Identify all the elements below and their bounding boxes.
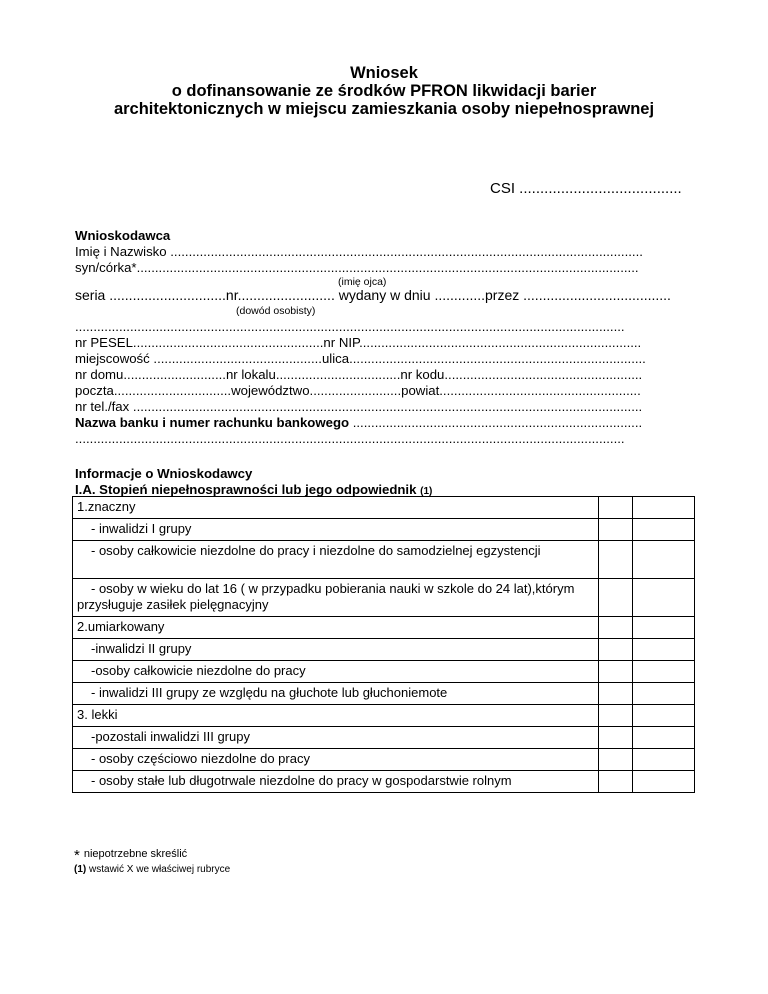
title-line-3: architektonicznych w miejscu zamieszkania osoby niepełnosprawnej bbox=[113, 100, 655, 118]
table-row bbox=[73, 579, 695, 617]
disability-degree-table bbox=[72, 496, 695, 793]
mark-cell[interactable] bbox=[599, 705, 633, 727]
mark-cell[interactable] bbox=[633, 661, 695, 683]
form-title bbox=[0, 64, 768, 118]
row-label: - osoby częściowo niezdolne do pracy bbox=[73, 749, 599, 771]
mark-cell[interactable] bbox=[633, 727, 695, 749]
asterisk-mark: * bbox=[74, 847, 80, 864]
applicant-heading: Wnioskodawca bbox=[75, 228, 171, 243]
row-label: 2.umiarkowany bbox=[73, 617, 599, 639]
footnote-one-text: wstawić X we właściwej rubryce bbox=[86, 864, 231, 875]
pesel-nip-field: nr PESEL....................................................nr NIP............................................................................. bbox=[75, 335, 642, 350]
table-row bbox=[73, 705, 695, 727]
mark-cell[interactable] bbox=[599, 541, 633, 579]
mark-cell[interactable] bbox=[633, 749, 695, 771]
bank-account-line-2: ...................................................................................................................................................... bbox=[75, 431, 625, 446]
name-field: Imię i Nazwisko ................................................................................................................................. bbox=[75, 244, 643, 259]
row-label: - osoby w wieku do lat 16 ( w przypadku pobierania nauki w szkole do 24 lat),którym przysługuje zasiłek pielęgnacyjny bbox=[73, 579, 599, 617]
id-document-field: seria ..............................nr......................... wydany w dniu .............przez ...................................... bbox=[75, 287, 671, 303]
mark-cell[interactable] bbox=[633, 705, 695, 727]
city-street-field: miejscowość ..............................................ulica................................................................................. bbox=[75, 351, 646, 366]
mark-cell[interactable] bbox=[599, 639, 633, 661]
mark-cell[interactable] bbox=[633, 771, 695, 793]
row-label: - inwalidzi I grupy bbox=[73, 519, 599, 541]
csi-field: CSI ....................................... bbox=[490, 180, 682, 197]
table-row bbox=[73, 639, 695, 661]
row-label: - osoby całkowicie niezdolne do pracy i niezdolne do samodzielnej egzystencji bbox=[73, 541, 599, 579]
table-row bbox=[73, 541, 695, 579]
mark-cell[interactable] bbox=[599, 749, 633, 771]
footnote-star bbox=[74, 847, 187, 864]
bank-account-label: Nazwa banku i numer rachunku bankowego bbox=[75, 415, 350, 430]
row-label: -osoby całkowicie niezdolne do pracy bbox=[73, 661, 599, 683]
footnote-star-text: niepotrzebne skreślić bbox=[83, 848, 188, 860]
mark-cell[interactable] bbox=[599, 617, 633, 639]
title-line-2: o dofinansowanie ze środków PFRON likwidacji barier bbox=[171, 82, 597, 100]
title-line-1: Wniosek bbox=[350, 64, 418, 82]
table-row bbox=[73, 661, 695, 683]
id-document-note: (dowód osobisty) bbox=[236, 305, 316, 317]
mark-cell[interactable] bbox=[633, 579, 695, 617]
post-region-field: poczta................................województwo.........................powiat....................................................... bbox=[75, 383, 641, 398]
row-label: -pozostali inwalidzi III grupy bbox=[73, 727, 599, 749]
row-label: - osoby stałe lub długotrwale niezdolne do pracy w gospodarstwie rolnym bbox=[73, 771, 599, 793]
table-row bbox=[73, 497, 695, 519]
mark-cell[interactable] bbox=[599, 771, 633, 793]
row-label: 1.znaczny bbox=[73, 497, 599, 519]
syn-corka-field: syn/córka*......................................................................................................................................... bbox=[75, 260, 639, 275]
row-label: - inwalidzi III grupy ze względu na głuchote lub głuchoniemote bbox=[73, 683, 599, 705]
info-heading: Informacje o Wnioskodawcy bbox=[75, 466, 253, 481]
mark-cell[interactable] bbox=[599, 683, 633, 705]
row-label: 3. lekki bbox=[73, 705, 599, 727]
mark-cell[interactable] bbox=[633, 683, 695, 705]
table-row bbox=[73, 519, 695, 541]
table-row bbox=[73, 617, 695, 639]
bank-account-dots: ............................................................................... bbox=[349, 415, 643, 430]
mark-cell[interactable] bbox=[599, 579, 633, 617]
mark-cell[interactable] bbox=[599, 519, 633, 541]
disability-degree-title: I.A. Stopień niepełnosprawności lub jego odpowiednik bbox=[75, 482, 417, 497]
mark-cell[interactable] bbox=[599, 497, 633, 519]
mark-cell[interactable] bbox=[633, 541, 695, 579]
phone-fax-field: nr tel./fax ........................................................................................................................................... bbox=[75, 399, 643, 414]
row-label: -inwalidzi II grupy bbox=[73, 639, 599, 661]
mark-cell[interactable] bbox=[633, 617, 695, 639]
mark-cell[interactable] bbox=[599, 661, 633, 683]
mark-cell[interactable] bbox=[599, 727, 633, 749]
mark-cell[interactable] bbox=[633, 639, 695, 661]
mark-cell[interactable] bbox=[633, 497, 695, 519]
house-number-field: nr domu............................nr lokalu..................................nr kodu...................................................... bbox=[75, 367, 643, 382]
table-row bbox=[73, 727, 695, 749]
footnote-one bbox=[74, 864, 230, 875]
footnote-one-mark: (1) bbox=[74, 864, 87, 875]
table-row bbox=[73, 749, 695, 771]
table-row bbox=[73, 683, 695, 705]
mark-cell[interactable] bbox=[633, 519, 695, 541]
father-name-note: (imię ojca) bbox=[338, 276, 387, 288]
table-row bbox=[73, 771, 695, 793]
bank-account-field bbox=[75, 414, 692, 431]
blank-dots-line: ...................................................................................................................................................... bbox=[75, 319, 625, 334]
disability-degree-note: (1) bbox=[420, 486, 433, 497]
